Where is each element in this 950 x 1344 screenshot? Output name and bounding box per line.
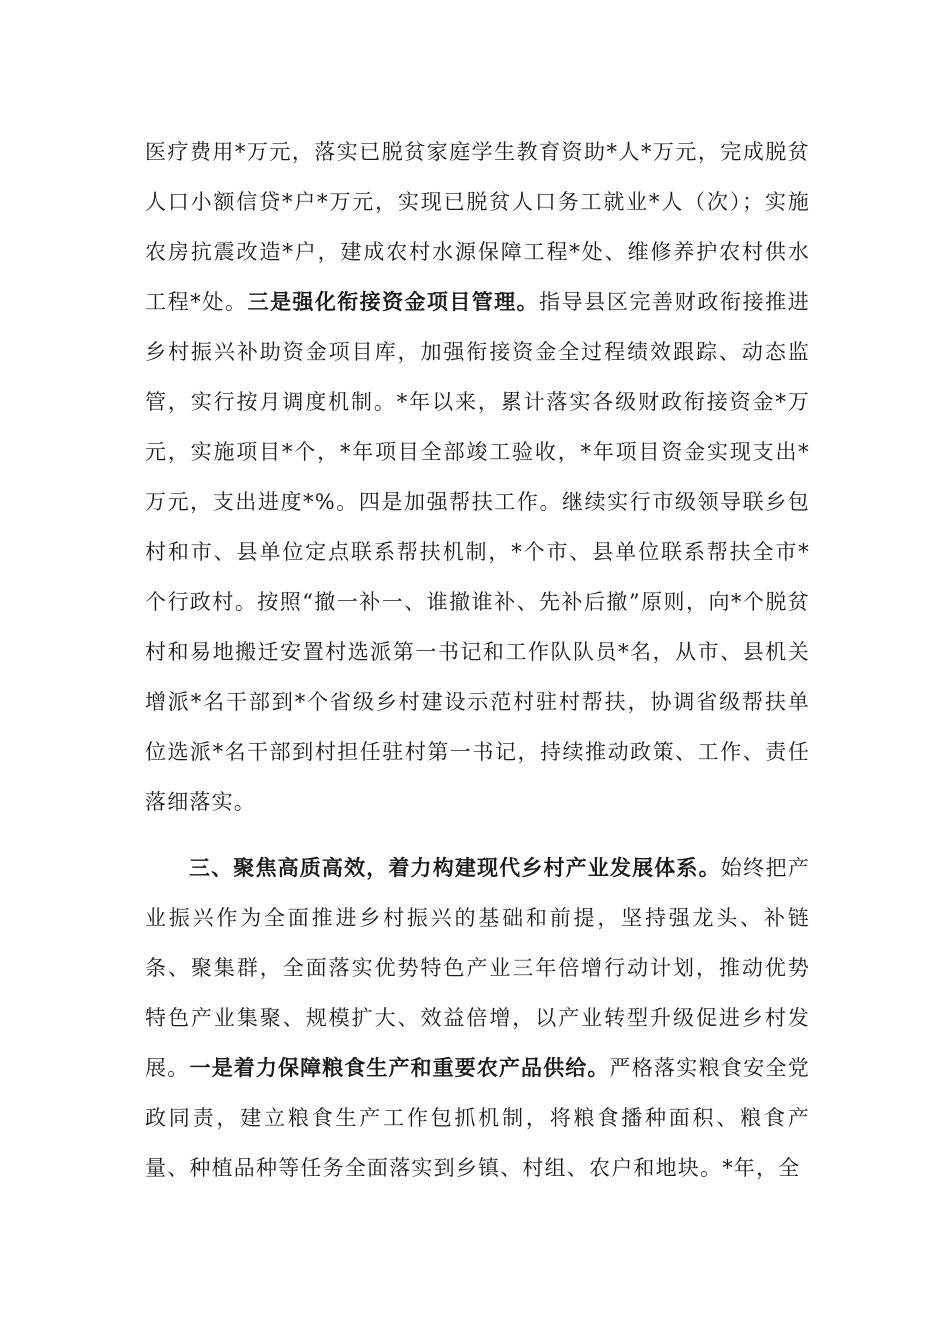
paragraph-bold-heading: 三是强化衔接资金项目管理。 xyxy=(247,290,540,314)
section-heading: 三、聚焦高质高效，着力构建现代乡村产业发展体系。 xyxy=(189,856,721,880)
paragraph-text: 指导县区完善财政衔接推进乡村振兴补助资金项目库，加强衔接资金全过程绩效跟踪、动态监管，实行按月调度机制。*年以来，累计落实各级财政衔接资金*万元，实施项目*个，*年项目全部竣工验收，*年项目资金实现支出*万元，支出进度*%。四是加强帮扶工作。继续实行市级领导联乡包村和市、县单位定点联系帮扶机制，*个市、县单位联系帮扶全市*个行政村。按照“撤一补一、谁撤谁补、先补后撤”原则，向*个脱贫村和易地搬迁安置村选派第一书记和工作队队员*名，从市、县机关增派*名干部到*个省级乡村建设示范村驻村帮扶，协调省级帮扶单位选派*名干部到村担任驻村第一书记，持续推动政策、工作、责任落细落实。 xyxy=(145,290,811,814)
paragraph-text: 医疗费用*万元，落实已脱贫家庭学生教育资助*人*万元，完成脱贫人口小额信贷*户*万元，实现已脱贫人口务工就业*人（次）；实施农房抗震改造*户，建成农村水源保障工程*处、维修养护农村供水工程*处。 xyxy=(145,140,810,314)
paragraph-text: 始终把产业振兴作为全面推进乡村振兴的基础和前提，坚持强龙头、补链条、聚集群，全面落实优势特色产业三年倍增行动计划，推动优势特色产业集聚、规模扩大、效益倍增，以产业转型升级促进乡村发展。 xyxy=(145,856,810,1080)
document-page xyxy=(145,127,810,1193)
paragraph-industry-system xyxy=(145,843,810,1193)
paragraph-poverty-support xyxy=(145,127,810,827)
paragraph-text: 严格落实粮食安全党政同责，建立粮食生产工作包抓机制，将粮食播种面积、粮食产量、种植品种等任务全面落实到乡镇、村组、农户和地块。*年，全 xyxy=(145,1056,810,1180)
paragraph-bold-heading: 一是着力保障粮食生产和重要农产品供给。 xyxy=(189,1056,610,1080)
